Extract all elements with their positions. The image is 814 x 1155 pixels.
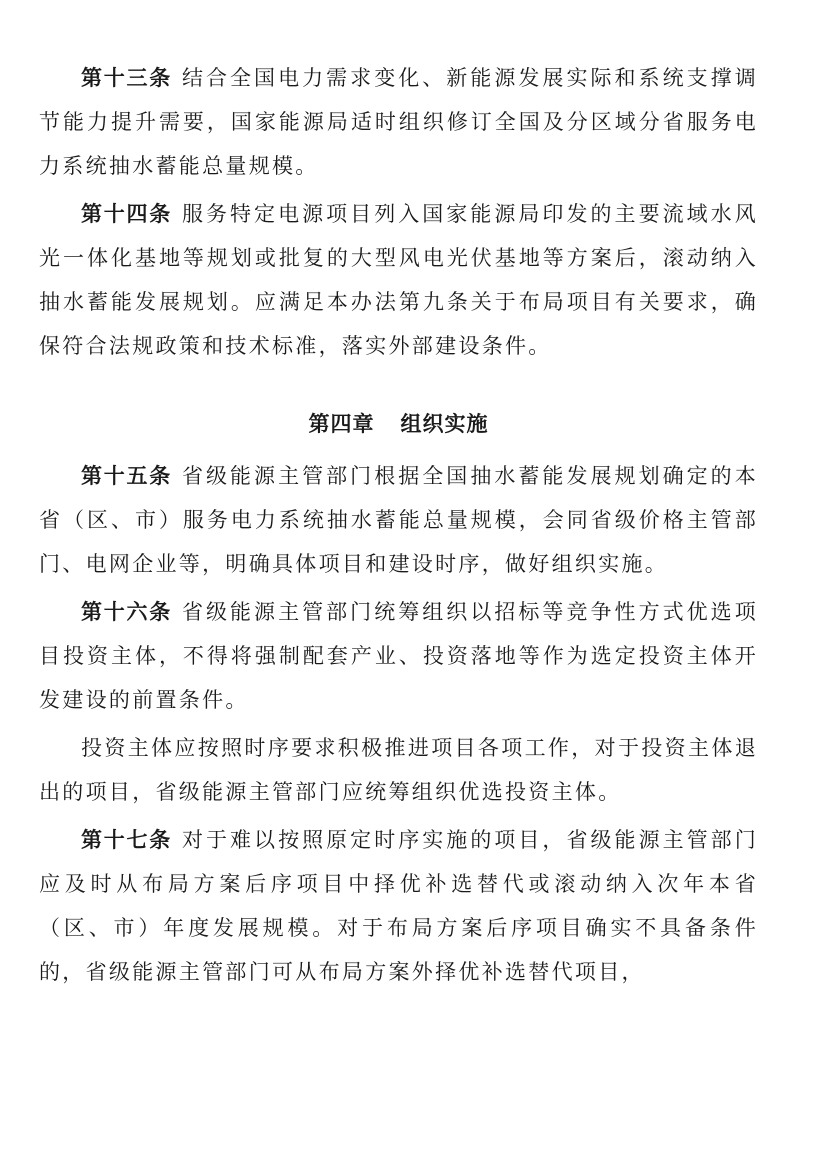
article-16-heading: 第十六条 xyxy=(81,600,172,624)
chapter-number: 第四章 xyxy=(308,412,375,436)
article-13 xyxy=(39,56,758,188)
article-17-text: 对于难以按照原定时序实施的项目，省级能源主管部门应及时从布局方案后序项目中择优补选替代或滚动纳入次年本省（区、市）年度发展规模。对于布局方案后序项目确实不具备条件的，省级能源主管部门可从布局方案外择优补选替代项目， xyxy=(39,828,758,984)
article-16 xyxy=(39,590,758,722)
article-17 xyxy=(39,818,758,994)
chapter-heading xyxy=(39,402,758,446)
article-13-text: 结合全国电力需求变化、新能源发展实际和系统支撑调节能力提升需要，国家能源局适时组织修订全国及分区域分省服务电力系统抽水蓄能总量规模。 xyxy=(39,66,758,178)
chapter-title: 组织实施 xyxy=(400,412,489,436)
article-14-heading: 第十四条 xyxy=(81,202,172,226)
article-15-heading: 第十五条 xyxy=(81,464,172,488)
article-15 xyxy=(39,454,758,586)
article-16-paragraph-2: 投资主体应按照时序要求积极推进项目各项工作，对于投资主体退出的项目，省级能源主管部门应统筹组织优选投资主体。 xyxy=(39,736,758,804)
article-16-text: 省级能源主管部门统筹组织以招标等竞争性方式优选项目投资主体，不得将强制配套产业、投资落地等作为选定投资主体开发建设的前置条件。 xyxy=(39,600,758,712)
article-17-heading: 第十七条 xyxy=(81,828,172,852)
article-14-text: 服务特定电源项目列入国家能源局印发的主要流域水风光一体化基地等规划或批复的大型风电光伏基地等方案后，滚动纳入抽水蓄能发展规划。应满足本办法第九条关于布局项目有关要求，确保符合法规政策和技术标准，落实外部建设条件。 xyxy=(39,202,758,358)
article-13-heading: 第十三条 xyxy=(81,66,172,90)
article-15-text: 省级能源主管部门根据全国抽水蓄能发展规划确定的本省（区、市）服务电力系统抽水蓄能总量规模，会同省级价格主管部门、电网企业等，明确具体项目和建设时序，做好组织实施。 xyxy=(39,464,758,576)
article-14 xyxy=(39,192,758,368)
